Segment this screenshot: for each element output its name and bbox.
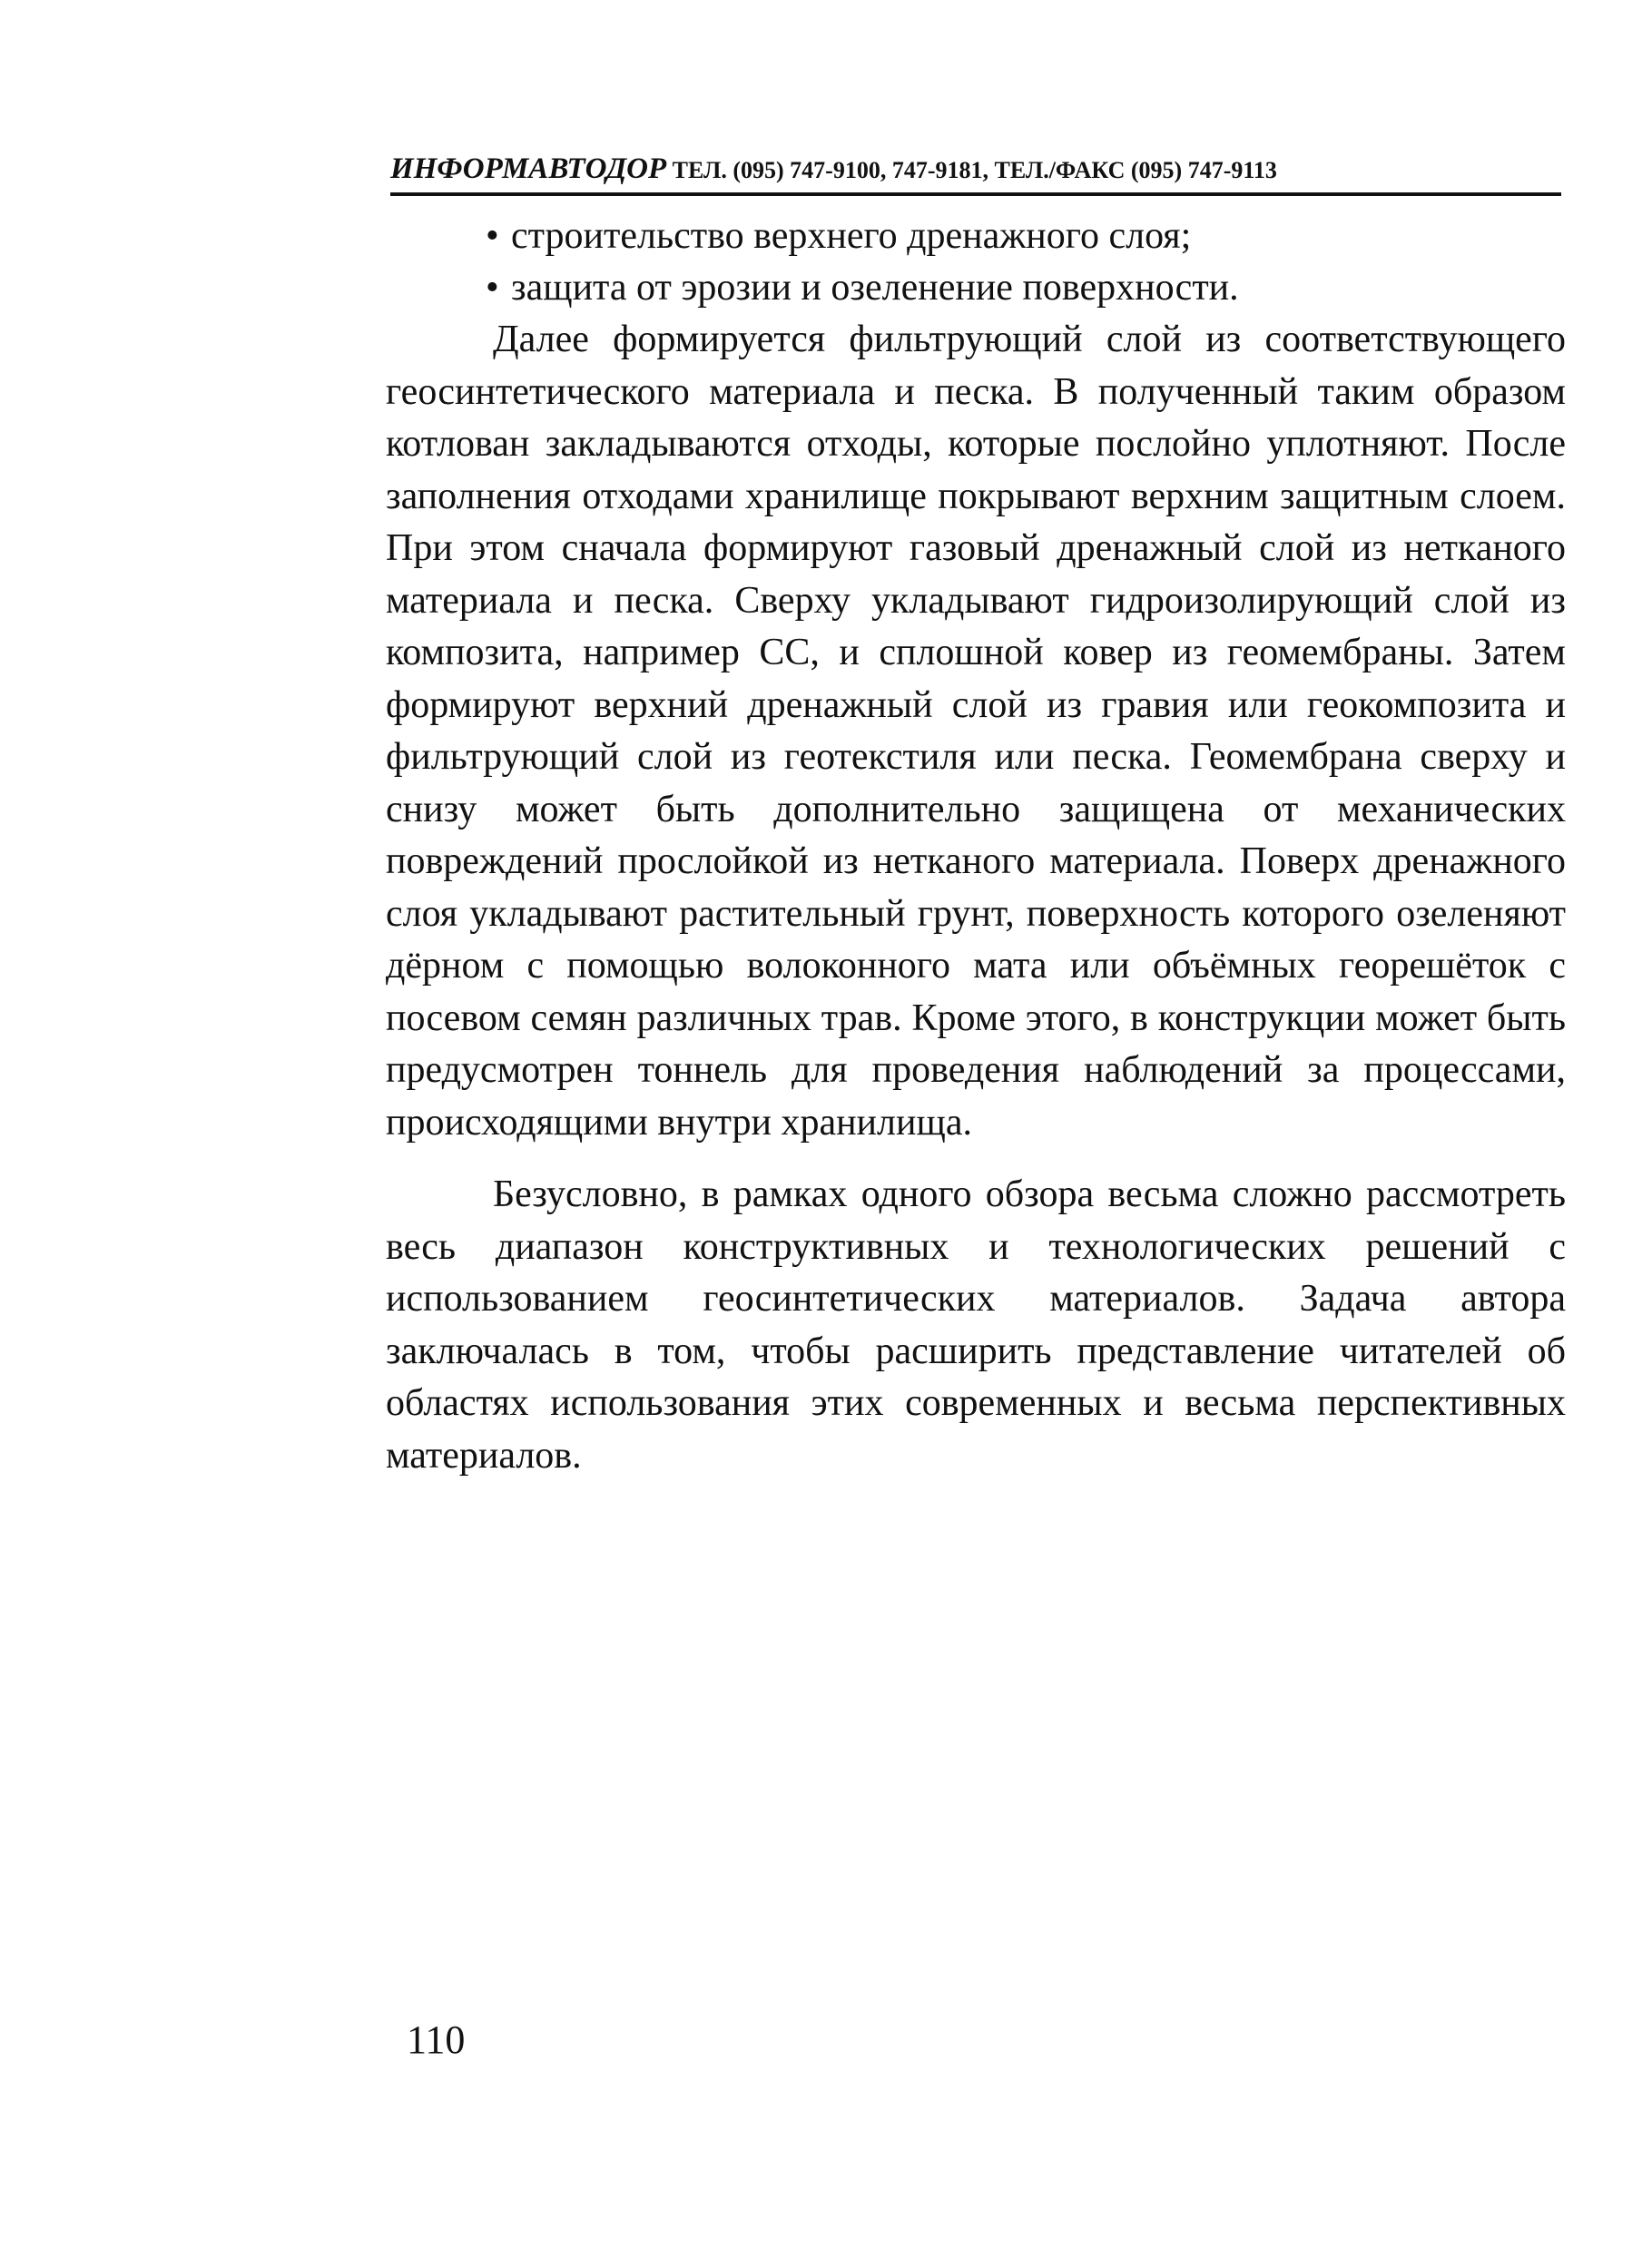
bullet-text: строительство верхнего дренажного слоя; <box>511 215 1192 257</box>
header-rule <box>390 192 1561 196</box>
header-brand: ИНФОРМАВТОДОР <box>390 152 667 185</box>
body-paragraph: Безусловно, в рамках одного обзора весьма сложно рассмотреть весь диапазон конструктивных и технологических решений с использованием геосинтетических материалов. Задача автора заключалась в том, чтобы расширить представление читателей об областях использования этих современных и весьма перспективных материалов. <box>386 1173 1566 1477</box>
bullet-text: защита от эрозии и озеленение поверхности. <box>511 267 1239 309</box>
bullet-item <box>386 211 1566 262</box>
page-number: 110 <box>407 2018 466 2062</box>
header-contacts: ТЕЛ. (095) 747-9100, 747-9181, ТЕЛ./ФАКС (095) 747-9113 <box>666 157 1277 183</box>
page-content <box>386 211 1566 1482</box>
bullet-item <box>386 262 1566 314</box>
bullet-marker: • <box>486 215 499 257</box>
body-paragraph: Далее формируется фильтрующий слой из соответствующего геосинтетического материала и песка. В полученный таким образом котлован закладываются отходы, которые послойно уплотняют. После заполнения отходами хранилище покрывают верхним защитным слоем. При этом сначала формируют газовый дренажный слой из нетканого материала и песка. Сверху укладывают гидроизолирующий слой из композита, например СС, и сплошной ковер из геомембраны. Затем формируют верхний дренажный слой из гравия или геокомпозита и фильтрующий слой из геотекстиля или песка. Геомембрана сверху и снизу может быть дополнительно защищена от механических повреждений прослойкой из нетканого материала. Поверх дренажного слоя укладывают растительный грунт, поверхность которого озеленяют дёрном с помощью волоконного мата или объёмных георешёток с посевом семян различных трав. Кроме этого, в конструкции может быть предусмотрен тоннель для проведения наблюдений за процессами, происходящими внутри хранилища. <box>386 319 1566 1144</box>
running-header <box>390 152 1561 189</box>
header-line <box>390 152 1277 186</box>
bullet-marker: • <box>486 267 499 309</box>
